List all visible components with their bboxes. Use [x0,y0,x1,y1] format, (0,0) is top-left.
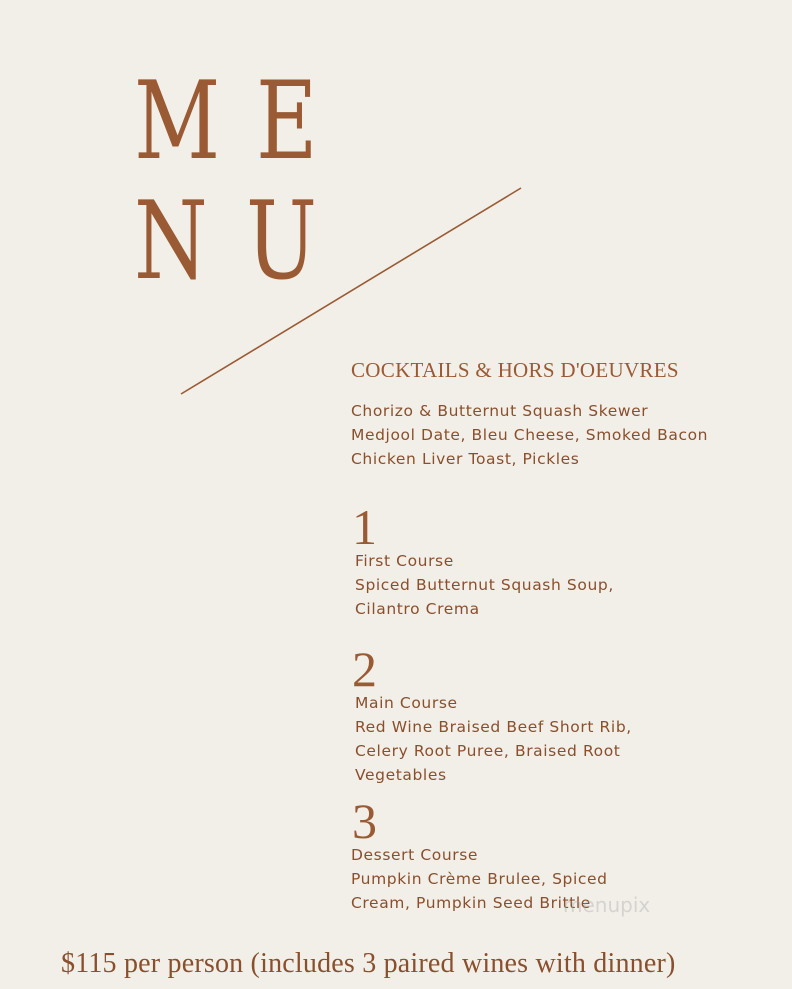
list-item: Chicken Liver Toast, Pickles [351,450,580,468]
list-item: Spiced Butternut Squash Soup, [355,576,614,594]
cocktails-list [351,399,708,471]
course-number-3: 3 [352,793,377,849]
title-letter-u: U [246,179,318,304]
title-letter-m: M [134,59,221,184]
title-letter-n: N [134,179,208,304]
course-number-1: 1 [352,499,377,555]
list-item: Red Wine Braised Beef Short Rib, [355,718,632,736]
course-number-2: 2 [352,641,377,697]
list-item: Medjool Date, Bleu Cheese, Smoked Bacon [351,426,709,444]
list-item: Pumpkin Crème Brulee, Spiced [351,870,608,888]
course-title: Main Course [355,694,458,712]
course-2-details [355,691,632,787]
list-item: Cilantro Crema [355,600,480,618]
list-item: Vegetables [355,766,447,784]
course-title: First Course [355,552,454,570]
list-item: Celery Root Puree, Braised Root [355,742,621,760]
list-item: Cream, Pumpkin Seed Brittle [351,894,591,912]
price-line: $115 per person (includes 3 paired wines with dinner) [61,948,676,979]
course-title: Dessert Course [351,846,479,864]
title-letter-e: E [256,59,318,184]
course-1-details [355,549,614,621]
cocktails-heading: COCKTAILS & HORS D'OEUVRES [351,358,679,382]
list-item: Chorizo & Butternut Squash Skewer [351,402,649,420]
watermark: menupix [563,893,651,917]
